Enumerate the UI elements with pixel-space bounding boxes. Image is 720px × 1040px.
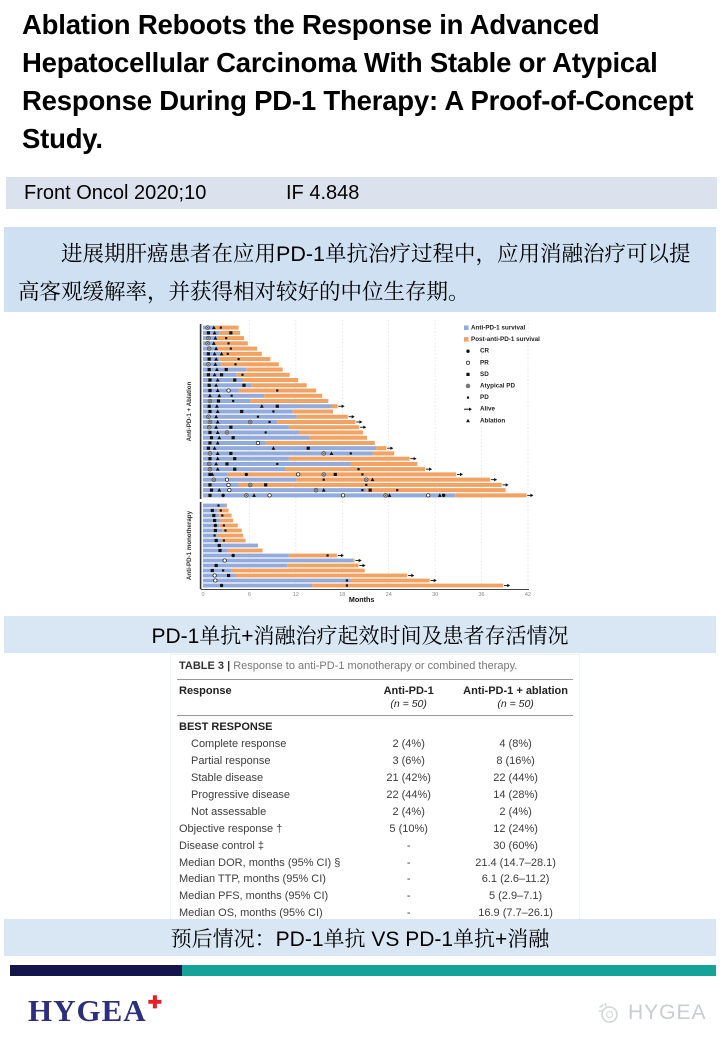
impact-factor: IF 4.848	[286, 181, 360, 204]
journal-name: Front Oncol 2020;10	[24, 181, 207, 204]
table-caption-text: Response to anti-PD-1 monotherapy or combined therapy.	[230, 660, 518, 672]
svg-text:18: 18	[339, 592, 346, 598]
table-caption-label: TABLE 3 |	[179, 660, 231, 672]
swimmer-plot-figure	[0, 312, 720, 612]
svg-text:Ablation: Ablation	[480, 417, 506, 425]
svg-text:Anti-PD-1 monotherapy: Anti-PD-1 monotherapy	[186, 510, 193, 581]
summary-box	[4, 227, 716, 315]
svg-text:SD: SD	[480, 370, 489, 378]
table-row: BEST RESPONSE	[179, 721, 273, 733]
svg-text:Anti-PD-1 survival: Anti-PD-1 survival	[471, 324, 526, 332]
svg-text:Post-anti-PD-1 survival: Post-anti-PD-1 survival	[471, 336, 540, 344]
svg-text:PR: PR	[480, 359, 489, 367]
svg-text:Alive: Alive	[480, 405, 496, 413]
swimmer-plot-chart	[148, 314, 718, 608]
col-header-anti-pd1-ablation: Anti-PD-1 + ablation (n = 50)	[458, 680, 573, 716]
watermark-text: HYGEA	[628, 1001, 707, 1024]
title-line: Study.	[22, 122, 103, 154]
svg-text:24: 24	[385, 592, 392, 598]
footer-accent-teal	[182, 965, 716, 976]
journal-bar	[6, 177, 717, 209]
col-header-anti-pd1: Anti-PD-1 (n = 50)	[359, 680, 458, 716]
response-table	[177, 679, 573, 926]
table-row: Complete response 2 (4%) 4 (8%)	[191, 737, 532, 750]
hygea-logo-cross-icon: ✚	[147, 993, 163, 1012]
summary-text: 进展期肝癌患者在应用PD-1单抗治疗过程中，应用消融治疗可以提高客观缓解率，并获得相对较好的中位生存期。	[18, 242, 691, 304]
title-line: Response During PD-1 Therapy: A Proof-of-Concept	[22, 84, 694, 116]
svg-text:12: 12	[292, 592, 299, 598]
table-row: Median PFS, months (95% CI) - 5 (2.9–7.1)	[179, 890, 543, 903]
table-row: Partial response 3 (6%) 8 (16%)	[191, 754, 535, 767]
table-row: Median TTP, months (95% CI) - 6.1 (2.6–11.2)	[179, 873, 550, 886]
svg-text:6: 6	[247, 592, 251, 598]
figure-caption-2-text: 预后情况：PD-1单抗 VS PD-1单抗+消融	[170, 927, 550, 951]
svg-text:CR: CR	[480, 347, 490, 355]
table-row: Disease control ‡ - 30 (60%)	[179, 839, 538, 852]
table-row: Progressive disease 22 (44%) 14 (28%)	[191, 788, 538, 801]
table-row: Median DOR, months (95% CI) § - 21.4 (14.7–28.1)	[179, 856, 556, 869]
svg-text:Atypical PD: Atypical PD	[480, 382, 515, 390]
svg-text:PD: PD	[480, 394, 489, 402]
table-figure	[170, 654, 580, 931]
table-row: Not assessable 2 (4%) 2 (4%)	[191, 805, 532, 818]
title-line: Ablation Reboots the Response in Advanced	[22, 9, 600, 40]
figure-caption-2	[4, 919, 716, 956]
title-line: Hepatocellular Carcinoma With Stable or Atypical	[22, 46, 658, 78]
table-row: Objective response † 5 (10%) 12 (24%)	[179, 822, 538, 835]
svg-text:42: 42	[524, 592, 532, 598]
table-row: Median OS, months (95% CI) - 16.9 (7.7–26.1)	[177, 906, 573, 926]
col-header-response: Response	[177, 680, 359, 716]
table-body	[177, 716, 573, 926]
svg-text:0: 0	[201, 592, 205, 598]
hygea-logo-text: HYGEA	[28, 993, 147, 1028]
svg-text:30: 30	[432, 592, 439, 598]
table-row: Stable disease 21 (42%) 22 (44%)	[191, 771, 538, 784]
page-title	[22, 6, 704, 158]
svg-text:Anti-PD-1 + Ablation: Anti-PD-1 + Ablation	[186, 381, 193, 442]
svg-text:Months: Months	[348, 595, 375, 604]
watermark	[596, 1000, 707, 1026]
hygea-logo	[28, 993, 163, 1029]
footer-accent-navy	[10, 965, 182, 976]
svg-text:36: 36	[478, 592, 485, 598]
figure-caption-1-text: PD-1单抗+消融治疗起效时间及患者存活情况	[151, 624, 569, 648]
table-caption	[177, 657, 573, 679]
watermark-camera-icon	[596, 1000, 622, 1026]
figure-caption-1	[4, 616, 716, 653]
